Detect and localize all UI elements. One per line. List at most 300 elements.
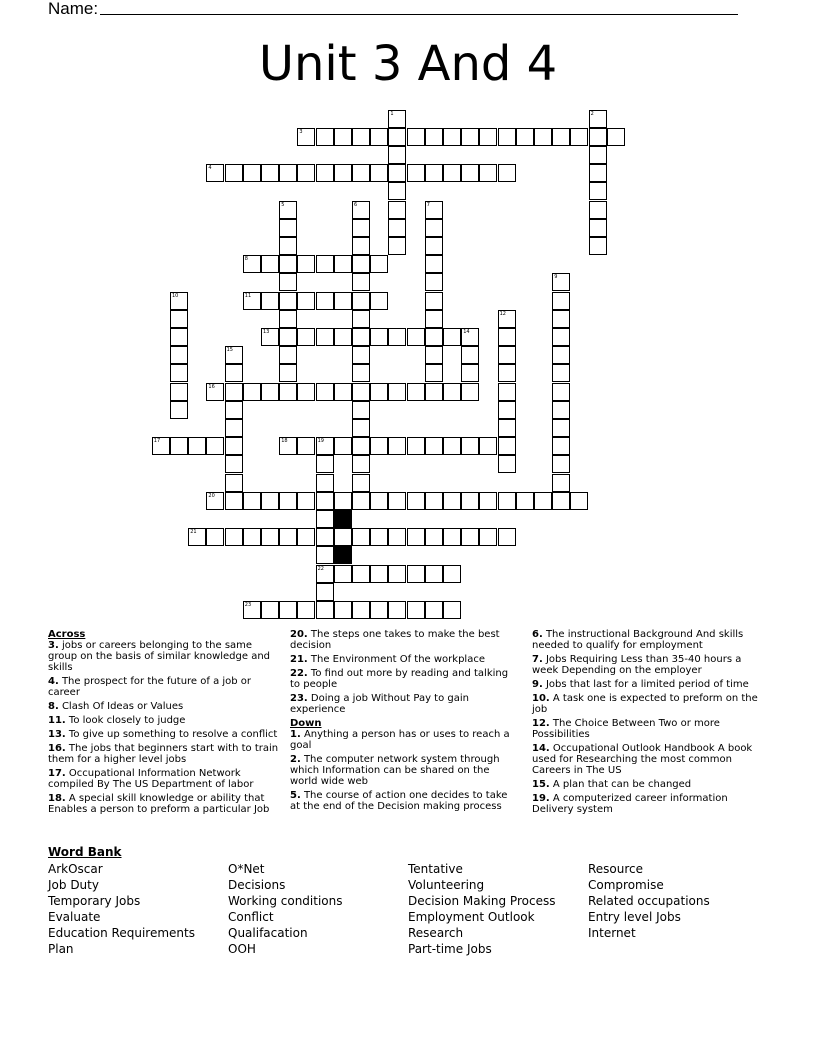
word-bank-item: Decision Making Process (408, 894, 556, 908)
crossword-cell[interactable] (334, 383, 352, 401)
crossword-cell[interactable] (407, 437, 425, 455)
clue-down-10: 10. A task one is expected to preform on the job (532, 693, 758, 715)
crossword-cell[interactable] (225, 346, 243, 364)
clue-down-15: 15. A plan that can be changed (532, 779, 692, 790)
crossword-cell[interactable] (443, 601, 461, 619)
clue-down-19: 19. A computerized career information Delivery system (532, 793, 728, 815)
crossword-cell[interactable] (443, 383, 461, 401)
crossword-cell[interactable] (261, 601, 279, 619)
clue-number: 3 (299, 128, 303, 135)
clue-across-18: 18. A special skill knowledge or ability that Enables a person to preform a particular Job (48, 793, 270, 815)
crossword-cell[interactable] (297, 528, 315, 546)
crossword-cell[interactable] (589, 237, 607, 255)
crossword-cell[interactable] (279, 528, 297, 546)
clue-number: 9 (554, 274, 558, 281)
crossword-cell[interactable] (316, 474, 334, 492)
crossword-cell[interactable] (570, 128, 588, 146)
crossword-cell[interactable] (316, 437, 334, 455)
clue-down-7: 7. Jobs Requiring Less than 35-40 hours a week Depending on the employer (532, 654, 742, 676)
crossword-cell[interactable] (316, 546, 334, 564)
crossword-cell[interactable] (407, 383, 425, 401)
clue-across-22: 22. To find out more by reading and talking to people (290, 668, 509, 690)
crossword-cell[interactable] (279, 383, 297, 401)
crossword-cell[interactable] (370, 164, 388, 182)
crossword-cell[interactable] (334, 328, 352, 346)
word-bank-item: Entry level Jobs (588, 910, 681, 924)
crossword-cell[interactable] (206, 528, 224, 546)
crossword-cell[interactable] (461, 164, 479, 182)
crossword-cell[interactable] (552, 419, 570, 437)
crossword-cell[interactable] (498, 346, 516, 364)
crossword-cell[interactable] (443, 328, 461, 346)
crossword-cell[interactable] (552, 128, 570, 146)
crossword-cell[interactable] (225, 419, 243, 437)
crossword-cell[interactable] (261, 492, 279, 510)
crossword-cell[interactable] (297, 383, 315, 401)
crossword-cell[interactable] (498, 528, 516, 546)
crossword-cell[interactable] (352, 383, 370, 401)
crossword-cell[interactable] (607, 128, 625, 146)
crossword-cell[interactable] (352, 401, 370, 419)
clue-number: 14 (463, 329, 470, 335)
page-title: Unit 3 And 4 (258, 36, 558, 92)
crossword-cell[interactable] (352, 164, 370, 182)
down-heading: Down (290, 718, 322, 729)
crossword-cell[interactable] (297, 601, 315, 619)
word-bank-item: OOH (228, 942, 256, 956)
crossword-cell[interactable] (552, 310, 570, 328)
crossword-cell[interactable] (388, 565, 406, 583)
crossword-cell[interactable] (279, 310, 297, 328)
crossword-cell[interactable] (243, 601, 261, 619)
crossword-cell[interactable] (243, 492, 261, 510)
crossword-cell[interactable] (425, 346, 443, 364)
crossword-cell[interactable] (443, 565, 461, 583)
crossword-cell[interactable] (589, 219, 607, 237)
crossword-cell[interactable] (461, 346, 479, 364)
crossword-cell[interactable] (170, 292, 188, 310)
crossword-cell[interactable] (352, 474, 370, 492)
crossword-cell[interactable] (316, 164, 334, 182)
clue-number: 4 (208, 165, 212, 172)
clue-number: 7 (426, 201, 430, 208)
crossword-cell[interactable] (498, 310, 516, 328)
clue-across-3: 3. jobs or careers belonging to the same group on the basis of similar knowledge and skills (48, 640, 271, 673)
word-bank-item: Volunteering (408, 878, 485, 892)
crossword-cell[interactable] (443, 437, 461, 455)
crossword-cell[interactable] (589, 146, 607, 164)
crossword-cell[interactable] (425, 255, 443, 273)
crossword-cell[interactable] (352, 346, 370, 364)
crossword-cell[interactable] (461, 128, 479, 146)
crossword-cell[interactable] (461, 364, 479, 382)
crossword-cell[interactable] (407, 328, 425, 346)
crossword-cell[interactable] (279, 364, 297, 382)
clue-across-20: 20. The steps one takes to make the best decision (290, 629, 500, 651)
crossword-cell[interactable] (370, 437, 388, 455)
clue-number: 13 (263, 329, 270, 335)
crossword-cell[interactable] (552, 383, 570, 401)
crossword-cell[interactable] (334, 437, 352, 455)
word-bank-item: Working conditions (228, 894, 343, 908)
crossword-cell[interactable] (589, 128, 607, 146)
crossword-cell[interactable] (261, 528, 279, 546)
word-bank-column-3 (408, 861, 583, 957)
crossword-cell[interactable] (388, 110, 406, 128)
crossword-cell[interactable] (370, 528, 388, 546)
crossword-cell[interactable] (279, 328, 297, 346)
word-bank-item: Evaluate (48, 910, 101, 924)
clue-down-6: 6. The instructional Background And skills needed to qualify for employment (532, 629, 744, 651)
crossword-cell[interactable] (443, 128, 461, 146)
crossword-cell[interactable] (516, 128, 534, 146)
crossword-cell[interactable] (188, 528, 206, 546)
crossword-cell[interactable] (279, 437, 297, 455)
crossword-cell[interactable] (461, 328, 479, 346)
clue-number: 2 (590, 110, 594, 117)
crossword-cell[interactable] (552, 364, 570, 382)
clue-number: 15 (226, 347, 233, 354)
crossword-cell[interactable] (297, 328, 315, 346)
crossword-cell[interactable] (443, 528, 461, 546)
crossword-cell[interactable] (352, 310, 370, 328)
crossword-cell[interactable] (425, 437, 443, 455)
crossword-cell[interactable] (425, 601, 443, 619)
word-bank-column-4 (588, 861, 763, 941)
crossword-cell[interactable] (589, 110, 607, 128)
clue-number: 23 (244, 602, 252, 608)
crossword-cell[interactable] (334, 565, 352, 583)
crossword-cell[interactable] (243, 528, 261, 546)
crossword-cell[interactable] (461, 492, 479, 510)
crossword-cell[interactable] (279, 201, 297, 219)
crossword-cell[interactable] (334, 601, 352, 619)
crossword-cell[interactable] (425, 219, 443, 237)
crossword-cell[interactable] (370, 255, 388, 273)
word-bank-item: Education Requirements (48, 926, 195, 940)
clue-across-21: 21. The Environment Of the workplace (290, 654, 485, 665)
crossword-cell[interactable] (206, 492, 224, 510)
crossword-cell[interactable] (206, 164, 224, 182)
crossword-cell[interactable] (388, 437, 406, 455)
crossword-cell[interactable] (352, 219, 370, 237)
clue-down-9: 9. Jobs that last for a limited period of time (532, 679, 749, 690)
crossword-cell[interactable] (388, 219, 406, 237)
crossword-cell[interactable] (352, 292, 370, 310)
crossword-cell[interactable] (552, 492, 570, 510)
crossword-cell[interactable] (261, 164, 279, 182)
crossword-cell[interactable] (552, 437, 570, 455)
crossword-cell[interactable] (498, 401, 516, 419)
word-bank-item: Internet (588, 926, 636, 940)
clue-across-16: 16. The jobs that beginners start with to train them for a higher level jobs (48, 743, 279, 765)
crossword-cell[interactable] (352, 419, 370, 437)
word-bank-item: Job Duty (48, 878, 99, 892)
crossword-cell[interactable] (498, 364, 516, 382)
crossword-cell[interactable] (225, 455, 243, 473)
crossword-cell[interactable] (498, 164, 516, 182)
crossword-cell[interactable] (334, 528, 352, 546)
crossword-cell[interactable] (334, 492, 352, 510)
crossword-cell[interactable] (589, 201, 607, 219)
crossword-cell[interactable] (388, 492, 406, 510)
word-bank-item: Employment Outlook (408, 910, 535, 924)
crossword-cell[interactable] (425, 328, 443, 346)
crossword-cell[interactable] (316, 383, 334, 401)
word-bank-column-2 (228, 861, 403, 957)
crossword-cell[interactable] (352, 455, 370, 473)
clue-across-17: 17. Occupational Information Network compiled By The US Department of labor (48, 768, 254, 790)
crossword-cell[interactable] (388, 237, 406, 255)
clue-down-2: 2. The computer network system through which Information can be shared on the world wide web (290, 754, 500, 787)
crossword-cell[interactable] (425, 492, 443, 510)
crossword-cell[interactable] (316, 583, 334, 601)
clue-down-1: 1. Anything a person has or uses to reach a goal (290, 729, 510, 751)
crossword-cell[interactable] (243, 164, 261, 182)
crossword-cell[interactable] (170, 437, 188, 455)
crossword-cell[interactable] (279, 601, 297, 619)
crossword-cell[interactable] (388, 528, 406, 546)
crossword-cell[interactable] (352, 328, 370, 346)
crossword-cell[interactable] (316, 292, 334, 310)
crossword-cell[interactable] (170, 401, 188, 419)
crossword-cell[interactable] (352, 492, 370, 510)
crossword-cell[interactable] (388, 146, 406, 164)
crossword-cell[interactable] (316, 510, 334, 528)
crossword-cell[interactable] (261, 328, 279, 346)
crossword-cell[interactable] (316, 455, 334, 473)
crossword-cell[interactable] (352, 528, 370, 546)
crossword-cell[interactable] (443, 492, 461, 510)
crossword-cell[interactable] (279, 273, 297, 291)
word-bank-item: Plan (48, 942, 74, 956)
clue-down-12: 12. The Choice Between Two or more Possibilities (532, 718, 720, 740)
crossword-cell[interactable] (170, 346, 188, 364)
crossword-cell[interactable] (498, 492, 516, 510)
clue-number: 10 (172, 292, 179, 299)
crossword-cell[interactable] (352, 255, 370, 273)
clue-number: 18 (281, 438, 288, 445)
crossword-cell[interactable] (461, 383, 479, 401)
crossword-cell[interactable] (443, 164, 461, 182)
crossword-block-cell (334, 546, 352, 564)
crossword-cell[interactable] (225, 528, 243, 546)
crossword-cell[interactable] (170, 328, 188, 346)
crossword-cell[interactable] (297, 292, 315, 310)
crossword-cell[interactable] (170, 383, 188, 401)
clue-number: 17 (153, 438, 161, 445)
crossword-cell[interactable] (498, 383, 516, 401)
crossword-cell[interactable] (388, 182, 406, 200)
crossword-cell[interactable] (334, 255, 352, 273)
crossword-cell[interactable] (370, 328, 388, 346)
crossword-cell[interactable] (479, 128, 497, 146)
clue-number: 19 (317, 438, 324, 445)
crossword-cell[interactable] (407, 128, 425, 146)
crossword-cell[interactable] (261, 383, 279, 401)
clue-down-14: 14. Occupational Outlook Handbook A book used for Researching the most common Careers in The US (532, 743, 753, 776)
crossword-cell[interactable] (461, 528, 479, 546)
crossword-cell[interactable] (589, 164, 607, 182)
crossword-cell[interactable] (297, 164, 315, 182)
crossword-cell[interactable] (316, 601, 334, 619)
crossword-cell[interactable] (425, 528, 443, 546)
crossword-cell[interactable] (388, 383, 406, 401)
crossword-cell[interactable] (279, 219, 297, 237)
crossword-cell[interactable] (425, 364, 443, 382)
crossword-cell[interactable] (498, 437, 516, 455)
crossword-cell[interactable] (570, 492, 588, 510)
clue-down-5: 5. The course of action one decides to take at the end of the Decision making process (290, 790, 508, 812)
crossword-cell[interactable] (370, 601, 388, 619)
crossword-cell[interactable] (370, 565, 388, 583)
crossword-cell[interactable] (352, 601, 370, 619)
crossword-cell[interactable] (261, 292, 279, 310)
crossword-cell[interactable] (316, 328, 334, 346)
crossword-cell[interactable] (297, 437, 315, 455)
crossword-cell[interactable] (152, 437, 170, 455)
crossword-cell[interactable] (552, 273, 570, 291)
word-bank-item: Tentative (408, 862, 463, 876)
crossword-cell[interactable] (225, 474, 243, 492)
crossword-cell[interactable] (279, 164, 297, 182)
crossword-cell[interactable] (425, 237, 443, 255)
crossword-cell[interactable] (425, 565, 443, 583)
crossword-cell[interactable] (552, 328, 570, 346)
crossword-cell[interactable] (225, 164, 243, 182)
clue-number: 1 (390, 110, 394, 117)
crossword-cell[interactable] (225, 383, 243, 401)
crossword-cell[interactable] (279, 292, 297, 310)
crossword-cell[interactable] (352, 201, 370, 219)
crossword-cell[interactable] (479, 528, 497, 546)
crossword-cell[interactable] (352, 273, 370, 291)
crossword-cell[interactable] (316, 128, 334, 146)
crossword-cell[interactable] (552, 346, 570, 364)
crossword-cell[interactable] (352, 128, 370, 146)
crossword-cell[interactable] (352, 565, 370, 583)
crossword-cell[interactable] (206, 383, 224, 401)
word-bank-item: Decisions (228, 878, 286, 892)
crossword-cell[interactable] (479, 492, 497, 510)
crossword-cell[interactable] (225, 437, 243, 455)
crossword-cell[interactable] (552, 455, 570, 473)
crossword-cell[interactable] (425, 292, 443, 310)
crossword-cell[interactable] (516, 492, 534, 510)
crossword-cell[interactable] (534, 492, 552, 510)
crossword-cell[interactable] (552, 292, 570, 310)
crossword-cell[interactable] (170, 310, 188, 328)
crossword-cell[interactable] (334, 164, 352, 182)
crossword-cell[interactable] (425, 164, 443, 182)
clue-across-4: 4. The prospect for the future of a job or career (48, 676, 252, 698)
crossword-cell[interactable] (334, 128, 352, 146)
crossword-cell[interactable] (170, 364, 188, 382)
crossword-cell[interactable] (225, 492, 243, 510)
crossword-cell[interactable] (316, 492, 334, 510)
crossword-cell[interactable] (297, 492, 315, 510)
crossword-cell[interactable] (407, 164, 425, 182)
crossword-cell[interactable] (461, 437, 479, 455)
crossword-cell[interactable] (279, 492, 297, 510)
word-bank-item: Temporary Jobs (48, 894, 141, 908)
crossword-cell[interactable] (279, 237, 297, 255)
crossword-cell[interactable] (498, 455, 516, 473)
crossword-cell[interactable] (407, 565, 425, 583)
clues-column-3 (532, 629, 762, 818)
crossword-cell[interactable] (479, 437, 497, 455)
crossword-cell[interactable] (498, 328, 516, 346)
word-bank-item: Compromise (588, 878, 664, 892)
crossword-cell[interactable] (479, 164, 497, 182)
crossword-cell[interactable] (261, 255, 279, 273)
clue-across-23: 23. Doing a job Without Pay to gain experience (290, 693, 469, 715)
crossword-cell[interactable] (279, 255, 297, 273)
crossword-cell[interactable] (206, 437, 224, 455)
crossword-cell[interactable] (498, 128, 516, 146)
crossword-cell[interactable] (352, 437, 370, 455)
crossword-cell[interactable] (388, 201, 406, 219)
crossword-cell[interactable] (297, 128, 315, 146)
crossword-cell[interactable] (334, 292, 352, 310)
crossword-cell[interactable] (316, 528, 334, 546)
crossword-cell[interactable] (352, 237, 370, 255)
crossword-cell[interactable] (316, 255, 334, 273)
crossword-cell[interactable] (589, 182, 607, 200)
crossword-cell[interactable] (243, 383, 261, 401)
crossword-cell[interactable] (225, 401, 243, 419)
clues-column-2 (290, 629, 516, 815)
word-bank-item: Qualifacation (228, 926, 308, 940)
crossword-cell[interactable] (225, 364, 243, 382)
word-bank-item: O*Net (228, 862, 265, 876)
word-bank-heading: Word Bank (48, 845, 122, 859)
crossword-cell[interactable] (425, 201, 443, 219)
crossword-cell[interactable] (425, 310, 443, 328)
crossword-cell[interactable] (407, 601, 425, 619)
crossword-cell[interactable] (388, 601, 406, 619)
clue-across-8: 8. Clash Of Ideas or Values (48, 701, 184, 712)
crossword-cell[interactable] (534, 128, 552, 146)
crossword-cell[interactable] (552, 474, 570, 492)
crossword-cell[interactable] (388, 328, 406, 346)
clue-number: 11 (244, 292, 252, 299)
crossword-cell[interactable] (279, 346, 297, 364)
name-label: Name: (48, 0, 99, 18)
crossword-cell[interactable] (388, 164, 406, 182)
crossword-cell[interactable] (316, 565, 334, 583)
crossword-cell[interactable] (243, 255, 261, 273)
crossword-cell[interactable] (370, 383, 388, 401)
crossword-cell[interactable] (407, 492, 425, 510)
crossword-cell[interactable] (388, 128, 406, 146)
crossword-cell[interactable] (425, 128, 443, 146)
crossword-cell[interactable] (297, 255, 315, 273)
crossword-cell[interactable] (370, 492, 388, 510)
crossword-cell[interactable] (498, 419, 516, 437)
clue-number: 8 (244, 256, 248, 263)
crossword-cell[interactable] (243, 292, 261, 310)
crossword-cell[interactable] (552, 401, 570, 419)
crossword-cell[interactable] (407, 528, 425, 546)
clue-number: 22 (317, 565, 324, 572)
crossword-cell[interactable] (188, 437, 206, 455)
crossword-cell[interactable] (370, 292, 388, 310)
crossword-cell[interactable] (352, 364, 370, 382)
crossword-cell[interactable] (425, 383, 443, 401)
crossword-cell[interactable] (425, 273, 443, 291)
crossword-cell[interactable] (370, 128, 388, 146)
